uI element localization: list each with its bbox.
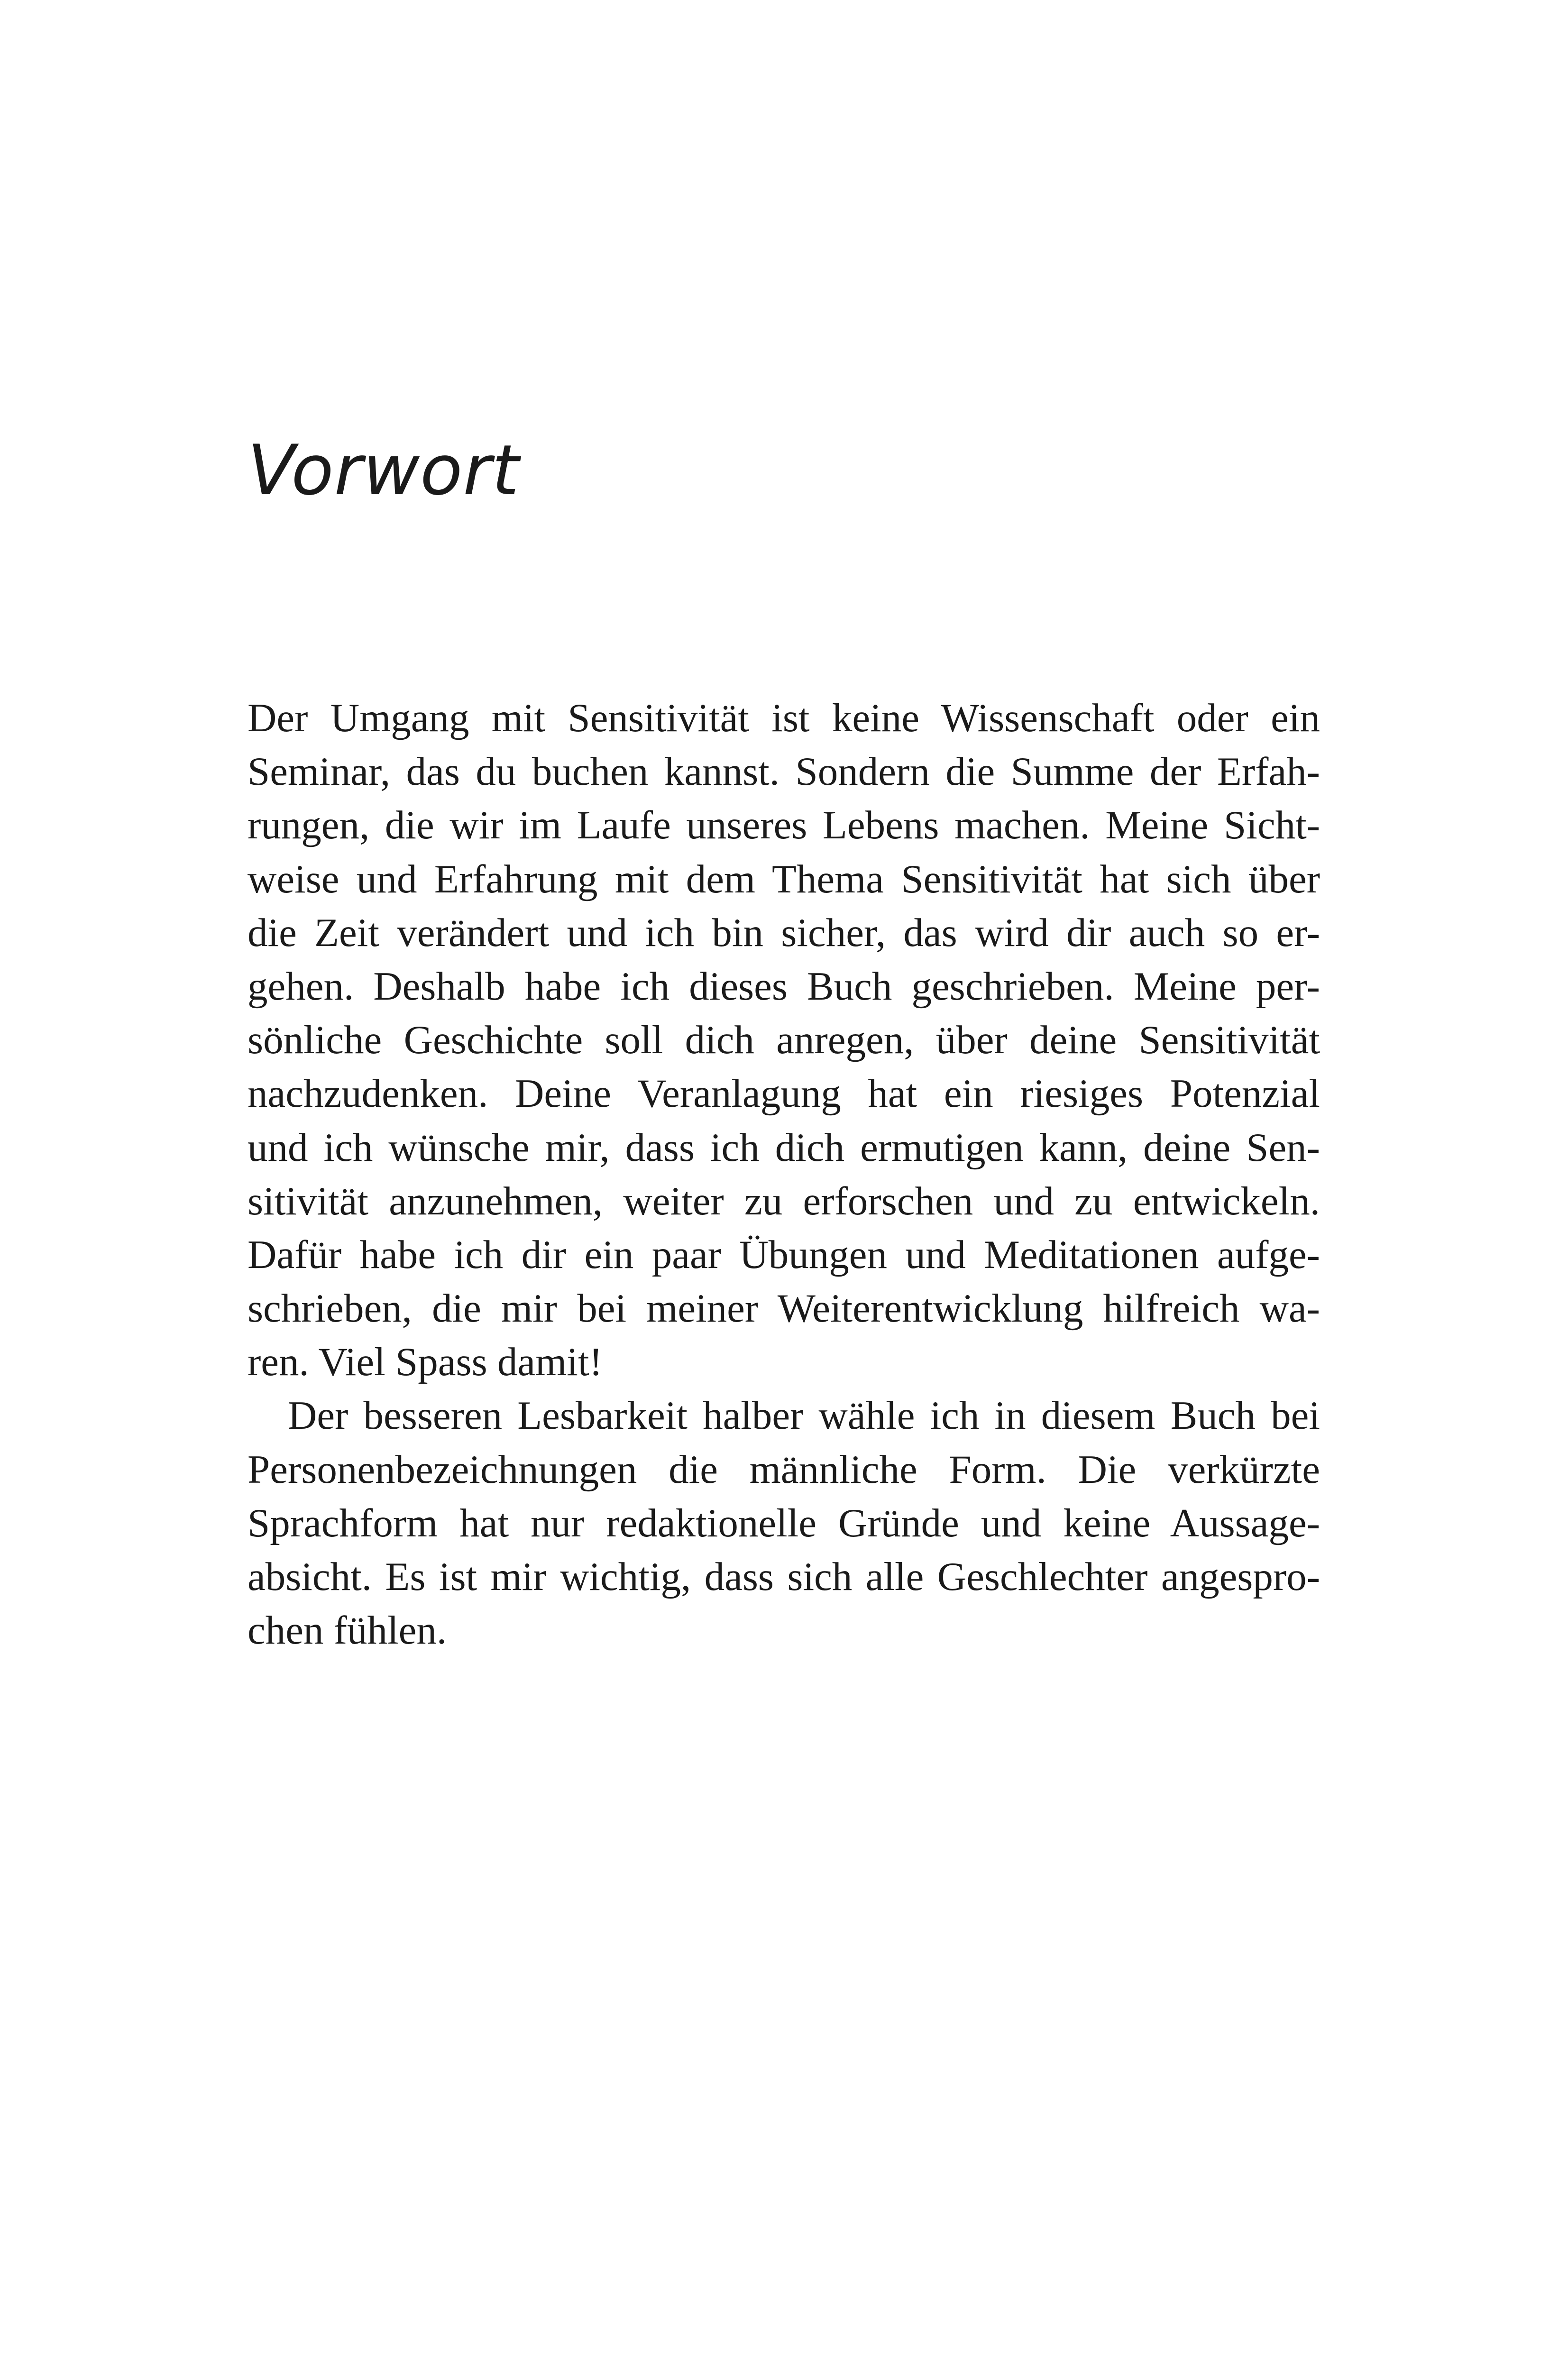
text-line: Dafür habe ich dir ein paar Übungen und Meditationen aufge- <box>248 1232 1320 1277</box>
paragraph-1 <box>248 691 1320 1389</box>
text-line: Sprachform hat nur redaktionelle Gründe und keine Aussage- <box>248 1500 1320 1545</box>
text-line: ren. Viel Spass damit! <box>248 1340 603 1385</box>
text-line: schrieben, die mir bei meiner Weiterentwicklung hilfreich wa- <box>248 1286 1320 1331</box>
text-line: weise und Erfahrung mit dem Thema Sensitivität hat sich über <box>248 856 1320 901</box>
text-line: sönliche Geschichte soll dich anregen, über deine Sensitivität <box>248 1018 1320 1063</box>
text-line: Der besseren Lesbarkeit halber wähle ich in diesem Buch bei <box>288 1393 1320 1438</box>
text-line: absicht. Es ist mir wichtig, dass sich alle Geschlechter angespro- <box>248 1554 1320 1599</box>
text-line: und ich wünsche mir, dass ich dich ermutigen kann, deine Sen- <box>248 1125 1320 1170</box>
page-title: Vorwort <box>248 430 520 511</box>
text-line: rungen, die wir im Laufe unseres Lebens machen. Meine Sicht- <box>248 803 1320 848</box>
text-line: gehen. Deshalb habe ich dieses Buch geschrieben. Meine per- <box>248 964 1320 1009</box>
text-line: Der Umgang mit Sensitivität ist keine Wissenschaft oder ein <box>248 696 1320 740</box>
text-line: nachzudenken. Deine Veranlagung hat ein riesiges Potenzial <box>248 1071 1320 1116</box>
text-line: sitivität anzunehmen, weiter zu erforschen und zu entwickeln. <box>248 1178 1320 1223</box>
text-line: Personenbezeichnungen die männliche Form. Die verkürzte <box>248 1447 1320 1492</box>
text-line: Seminar, das du buchen kannst. Sondern die Summe der Erfah- <box>248 749 1320 794</box>
paragraph-2 <box>248 1389 1320 1657</box>
text-line: chen fühlen. <box>248 1608 447 1653</box>
body-text <box>248 691 1320 1657</box>
text-line: die Zeit verändert und ich bin sicher, das wird dir auch so er- <box>248 910 1320 955</box>
